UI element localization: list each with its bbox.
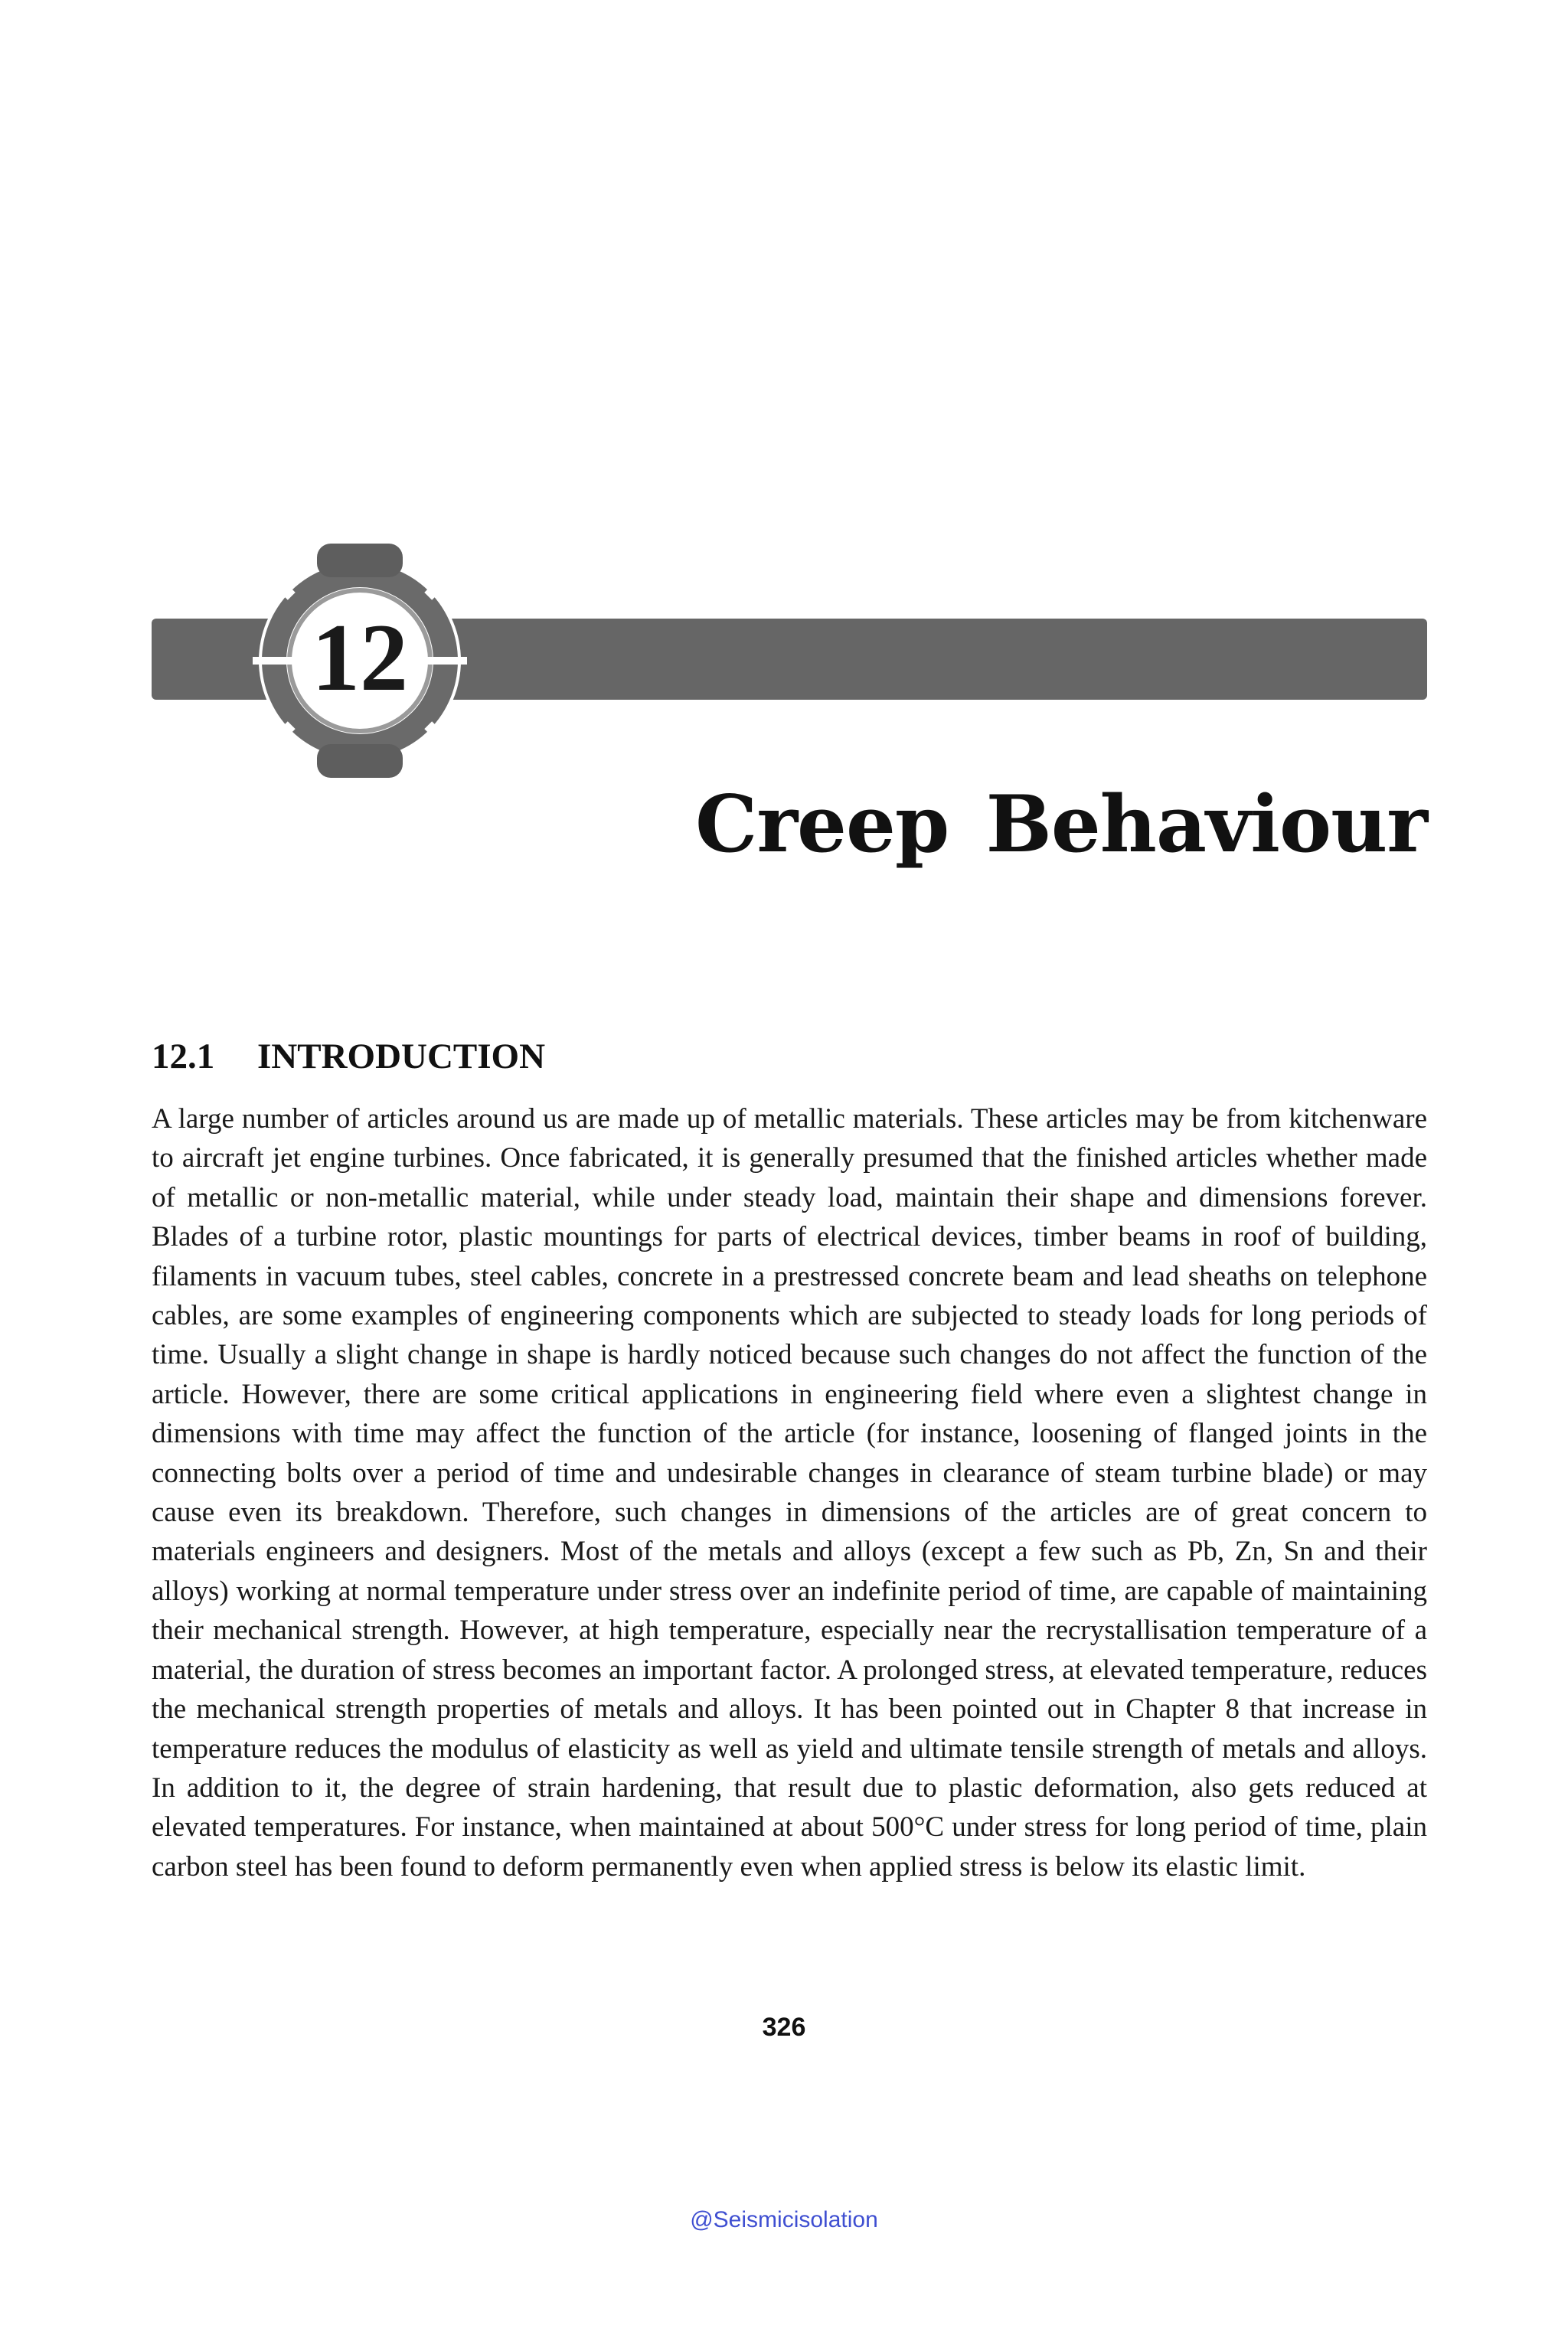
section-heading (152, 1034, 545, 1079)
chapter-number: 12 (312, 605, 408, 711)
section-number: 12.1 (152, 1037, 215, 1076)
watermark: @Seismicisolation (690, 2207, 878, 2232)
page-number: 326 (762, 2013, 806, 2042)
body-paragraph: A large number of articles around us are made up of metallic materials. These articles may be from kitchenware to aircraft jet engine turbines. Once fabricated, it is generally presumed that the finished articles whether made of metallic or non-metallic material, while under steady load, maintain their shape and dimensions forever. Blades of a turbine rotor, plastic mountings for parts of electrical devices, timber beams in roof of building, filaments in vacuum tubes, steel cables, concrete in a prestressed concrete beam and lead sheaths on telephone cables, are some examples of engineering components which are subjected to steady loads for long periods of time. Usually a slight change in shape is hardly noticed because such changes do not affect the function of the article. However, there are some critical applications in engineering field where even a slightest change in dimensions with time may affect the function of the article (for instance, loosening of flanged joints in the connecting bolts over a period of time and undesirable changes in clearance of steam turbine blade) or may cause even its breakdown. Therefore, such changes in dimensions of the articles are of great concern to materials engineers and designers. Most of the metals and alloys (except a few such as Pb, Zn, Sn and their alloys) working at normal temperature under stress over an indefinite period of time, are capable of maintaining their mechanical strength. However, at high temperature, especially near the recrystallisation temperature of a material, the duration of stress becomes an important factor. A prolonged stress, at elevated temperature, reduces the mechanical strength properties of metals and alloys. It has been pointed out in Chapter 8 that increase in temperature reduces the modulus of elasticity as well as yield and ultimate tensile strength of metals and alloys. In addition to it, the degree of strain hardening, that result due to plastic deformation, also gets reduced at elevated temperatures. For instance, when maintained at about 500°C under stress for long period of time, plain carbon steel has been found to deform permanently even when applied stress is below its elastic limit. (152, 1103, 1427, 1883)
chapter-title: Creep Behaviour (695, 779, 1427, 870)
section-title: INTRODUCTION (257, 1037, 546, 1076)
